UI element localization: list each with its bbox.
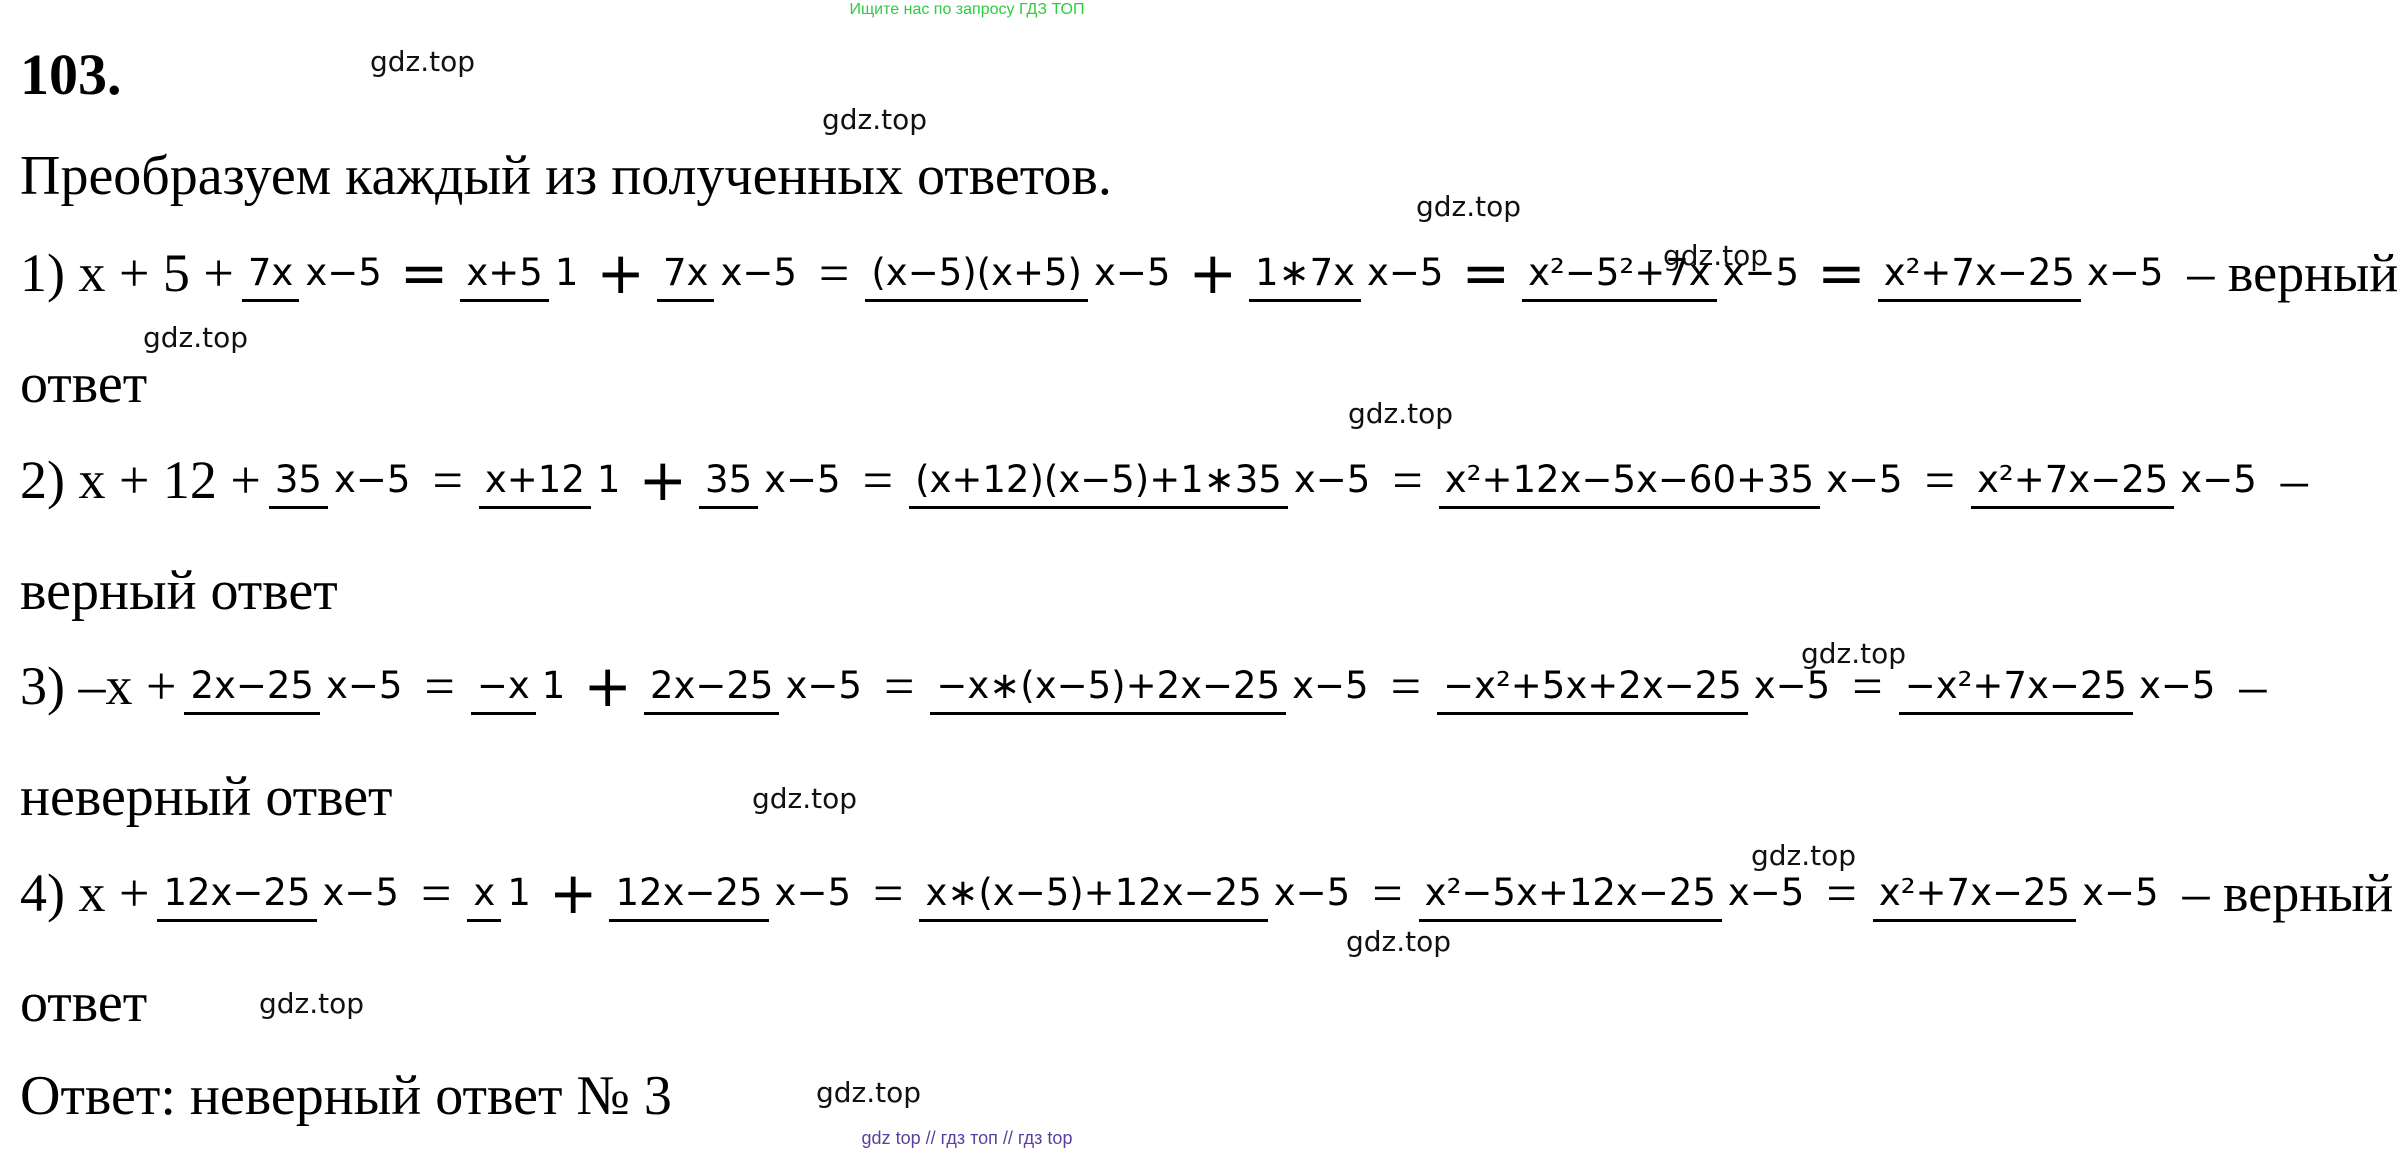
intro-text: Преобразуем каждый из полученных ответов.: [20, 145, 1112, 207]
watermark: gdz.top: [822, 103, 928, 136]
fraction: x²+7x−25 x−5: [1878, 253, 2170, 294]
fraction: x+5 1: [460, 253, 584, 294]
equals-sign: =: [1390, 656, 1422, 716]
fraction: 35 x−5: [699, 460, 847, 501]
equals-sign: =: [873, 863, 904, 923]
fraction: x²+12x−5x−60+35 x−5: [1439, 460, 1909, 501]
watermark: gdz.top: [752, 782, 858, 815]
equals-sign: =: [1924, 450, 1956, 510]
watermark: gdz.top: [259, 987, 365, 1020]
search-banner: Ищите нас по запросу ГДЗ ТОП: [849, 1, 1085, 18]
fraction: 12x−25 x−5: [609, 873, 857, 914]
final-answer: Ответ: неверный ответ № 3: [20, 1065, 672, 1127]
equals-sign: =: [883, 656, 915, 716]
task-number: 103.: [20, 42, 122, 107]
fraction: (x−5)(x+5) x−5: [865, 253, 1176, 294]
watermark: gdz.top: [1348, 397, 1454, 430]
plus-sign: +: [1188, 239, 1238, 307]
watermark: gdz.top: [816, 1076, 922, 1109]
verdict-continuation: ответ: [20, 353, 148, 415]
equals-sign: =: [432, 450, 463, 510]
verdict-continuation: неверный ответ: [20, 766, 393, 828]
fraction: 2x−25 x−5: [644, 666, 868, 707]
equation-lead: 2) x + 12 +: [20, 450, 261, 510]
verdict: – верный: [2182, 863, 2394, 923]
plus-sign: +: [583, 652, 632, 720]
equals-sign: =: [818, 243, 850, 303]
watermark: gdz.top: [370, 45, 476, 78]
watermark: gdz.top: [1751, 839, 1857, 872]
verdict-continuation: верный ответ: [20, 560, 338, 622]
equals-sign: =: [1852, 656, 1883, 716]
verdict: –: [2280, 450, 2308, 510]
fraction: x+12 1: [479, 460, 627, 501]
fraction: 1∗7x x−5: [1249, 253, 1449, 294]
watermark: gdz.top: [1346, 925, 1452, 958]
verdict-continuation: ответ: [20, 972, 148, 1034]
equals-sign: =: [424, 656, 455, 716]
fraction: x∗(x−5)+12x−25 x−5: [919, 873, 1356, 914]
fraction: x²−5x+12x−25 x−5: [1419, 873, 1811, 914]
watermark: gdz.top: [1416, 190, 1522, 223]
fraction: 35 x−5: [269, 460, 417, 501]
fraction: −x²+7x−25 x−5: [1899, 666, 2222, 707]
equation-lead: 3) –x +: [20, 656, 177, 716]
equals-sign: =: [1392, 450, 1423, 510]
equals-sign: =: [1826, 863, 1857, 923]
footer-links: gdz top // гдз топ // гдз top: [861, 1128, 1073, 1148]
plus-sign: +: [548, 859, 598, 927]
fraction: 2x−25 x−5: [184, 666, 408, 707]
equals-sign: =: [399, 239, 449, 307]
equals-sign: =: [420, 863, 452, 923]
equation-4: [20, 859, 2394, 927]
fraction: 7x x−5: [242, 253, 388, 294]
plus-sign: +: [638, 446, 688, 514]
fraction: x²−5²+7x x−5: [1522, 253, 1805, 294]
equals-sign: =: [1372, 863, 1403, 923]
equation-2: [20, 446, 2308, 514]
verdict: –: [2239, 656, 2267, 716]
verdict: – верный: [2187, 243, 2398, 303]
watermark: gdz.top: [143, 321, 249, 354]
fraction: x²+7x−25 x−5: [1873, 873, 2165, 914]
fraction: x 1: [467, 873, 536, 914]
watermark: gdz.top: [1801, 637, 1907, 670]
fraction: 7x x−5: [657, 253, 803, 294]
fraction: (x+12)(x−5)+1∗35 x−5: [909, 460, 1376, 501]
equation-lead: 1) x + 5 +: [20, 243, 234, 303]
equation-lead: 4) x +: [20, 863, 150, 923]
watermark: gdz.top: [1663, 239, 1769, 272]
equals-sign: =: [1461, 239, 1511, 307]
equation-1: [20, 239, 2398, 307]
equals-sign: =: [1817, 239, 1866, 307]
fraction: −x∗(x−5)+2x−25 x−5: [930, 666, 1374, 707]
fraction: 12x−25 x−5: [157, 873, 405, 914]
fraction: −x 1: [471, 666, 571, 707]
equals-sign: =: [862, 450, 894, 510]
fraction: −x²+5x+2x−25 x−5: [1437, 666, 1836, 707]
plus-sign: +: [596, 239, 645, 307]
fraction: x²+7x−25 x−5: [1971, 460, 2263, 501]
